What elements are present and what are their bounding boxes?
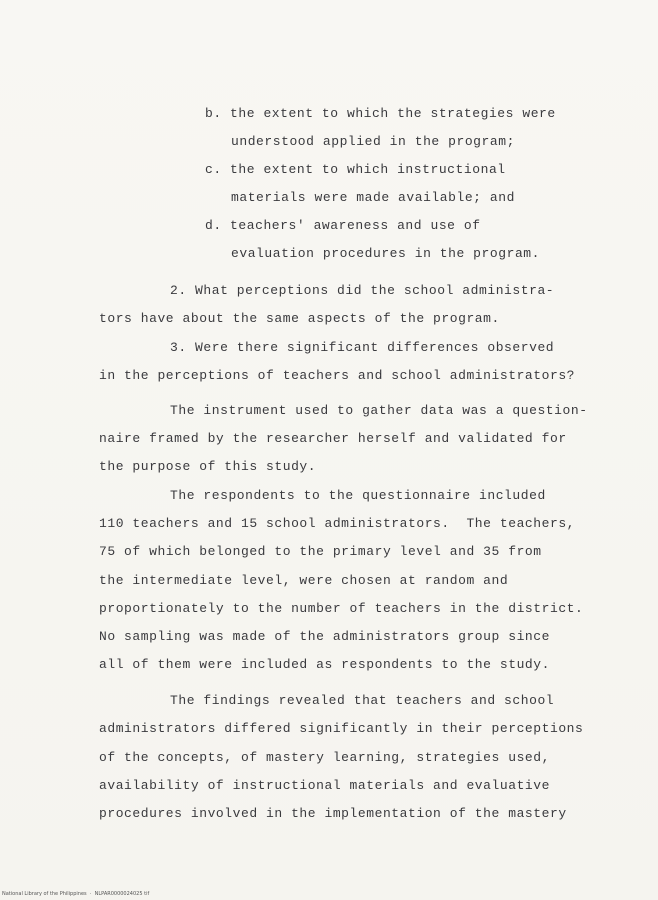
question-3: 3. Were there significant differences observed: [170, 340, 555, 355]
respondents-paragraph-line-3: 75 of which belonged to the primary level and 35 from: [99, 544, 542, 559]
scan-footer: [2, 891, 149, 897]
list-item-b-continued: understood applied in the program;: [231, 134, 515, 149]
instrument-paragraph-line-1: The instrument used to gather data was a question-: [170, 403, 588, 418]
respondents-paragraph-line-7: all of them were included as respondents to the study.: [99, 657, 550, 672]
list-item-d-continued: evaluation procedures in the program.: [231, 246, 540, 261]
findings-paragraph-line-1: The findings revealed that teachers and school: [170, 693, 555, 708]
findings-paragraph-line-4: availability of instructional materials and evaluative: [99, 778, 550, 793]
question-2-continued: tors have about the same aspects of the program.: [99, 311, 500, 326]
question-2: 2. What perceptions did the school administra-: [170, 283, 555, 298]
instrument-paragraph-line-3: the purpose of this study.: [99, 459, 317, 474]
findings-paragraph-line-5: procedures involved in the implementation of the mastery: [99, 806, 567, 821]
footer-text: National Library of the Philippines ·: [2, 891, 95, 897]
respondents-paragraph-line-1: The respondents to the questionnaire included: [170, 488, 546, 503]
list-item-d: d. teachers' awareness and use of: [205, 218, 481, 233]
list-item-c-continued: materials were made available; and: [231, 190, 515, 205]
respondents-paragraph-line-6: No sampling was made of the administrators group since: [99, 629, 550, 644]
respondents-paragraph-line-5: proportionately to the number of teachers in the district.: [99, 601, 584, 616]
respondents-paragraph-line-2: 110 teachers and 15 school administrators. The teachers,: [99, 516, 576, 531]
respondents-paragraph-line-4: the intermediate level, were chosen at random and: [99, 573, 509, 588]
list-item-b: b. the extent to which the strategies were: [205, 106, 556, 121]
findings-paragraph-line-3: of the concepts, of mastery learning, strategies used,: [99, 750, 550, 765]
footer-code: NLPAR0000024025 tif: [94, 891, 150, 897]
findings-paragraph-line-2: administrators differed significantly in their perceptions: [99, 721, 584, 736]
question-3-continued: in the perceptions of teachers and school administrators?: [99, 368, 576, 383]
instrument-paragraph-line-2: naire framed by the researcher herself and validated for: [99, 431, 567, 446]
list-item-c: c. the extent to which instructional: [205, 162, 506, 177]
